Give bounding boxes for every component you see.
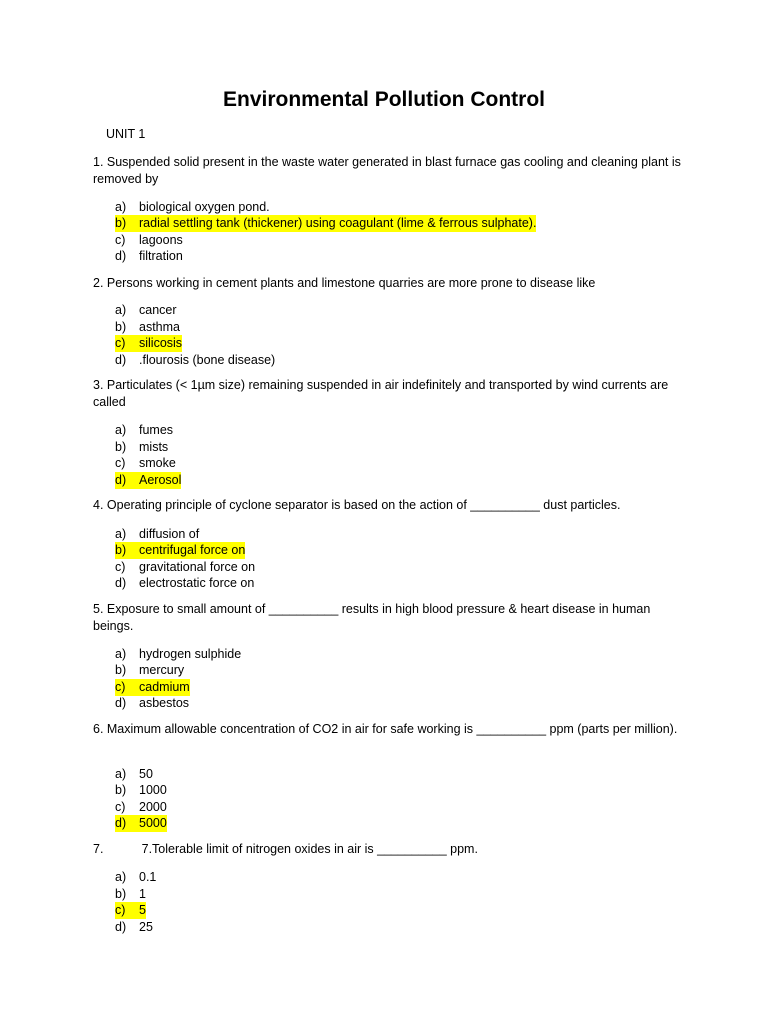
question-7-option-d [115, 919, 153, 936]
option-label: d) [115, 249, 127, 263]
question-6-option-d [115, 815, 167, 832]
option-label: a) [115, 527, 127, 541]
option-label: b) [115, 440, 127, 454]
question-5-option-d [115, 695, 189, 712]
option-label: b) [115, 216, 127, 230]
option-label: b) [115, 887, 127, 901]
question-2-option-a [115, 302, 177, 319]
option-text: 5000 [139, 816, 167, 830]
option-text: cancer [139, 303, 177, 317]
option-text: Aerosol [139, 473, 182, 487]
option-label: a) [115, 303, 127, 317]
question-3-text: 3. Particulates (< 1µm size) remaining suspended in air indefinitely and transported by wind currents are called [93, 378, 669, 409]
option-text: .flourosis (bone disease) [139, 353, 276, 367]
option-label: c) [115, 336, 126, 350]
option-text: gravitational force on [139, 560, 256, 574]
question-6-text: 6. Maximum allowable concentration of CO2 in air for safe working is __________ ppm (parts per million). [93, 722, 678, 736]
option-text: 25 [139, 920, 153, 934]
option-label: d) [115, 696, 127, 710]
option-label: d) [115, 576, 127, 590]
option-label: b) [115, 543, 127, 557]
question-1-option-c [115, 232, 183, 249]
question-2-option-c [115, 335, 182, 352]
option-text: 5 [139, 903, 146, 917]
question-6-option-b [115, 782, 167, 799]
question-1-text: 1. Suspended solid present in the waste water generated in blast furnace gas cooling and cleaning plant is removed by [93, 155, 681, 186]
option-text: biological oxygen pond. [139, 200, 270, 214]
option-label: b) [115, 783, 127, 797]
question-4-option-d [115, 575, 254, 592]
question-4-option-c [115, 559, 255, 576]
question-2-option-b [115, 319, 180, 336]
option-text: smoke [139, 456, 176, 470]
option-text: 2000 [139, 800, 167, 814]
question-5-option-b [115, 662, 184, 679]
question-2-option-d [115, 352, 275, 369]
question-5-option-c [115, 679, 190, 696]
option-label: d) [115, 816, 127, 830]
question-6-option-a [115, 766, 153, 783]
question-5-option-a [115, 646, 241, 663]
option-label: a) [115, 423, 127, 437]
option-label: c) [115, 903, 126, 917]
option-text: asbestos [139, 696, 190, 710]
page-title: Environmental Pollution Control [223, 88, 545, 111]
question-3-option-b [115, 439, 168, 456]
option-label: c) [115, 456, 126, 470]
question-7-text: 7. 7.Tolerable limit of nitrogen oxides in air is __________ ppm. [93, 842, 478, 856]
option-label: d) [115, 920, 127, 934]
question-4-text: 4. Operating principle of cyclone separator is based on the action of __________ dust particles. [93, 498, 621, 512]
option-label: b) [115, 663, 127, 677]
option-label: a) [115, 200, 127, 214]
option-label: d) [115, 353, 127, 367]
option-text: 1 [139, 887, 146, 901]
question-4-option-b [115, 542, 245, 559]
option-text: mercury [139, 663, 185, 677]
question-4-option-a [115, 526, 199, 543]
option-text: silicosis [139, 336, 183, 350]
question-7-option-c [115, 902, 146, 919]
option-text: fumes [139, 423, 174, 437]
question-7-option-a [115, 869, 156, 886]
option-text: hydrogen sulphide [139, 647, 242, 661]
option-label: a) [115, 647, 127, 661]
option-text: centrifugal force on [139, 543, 246, 557]
option-label: c) [115, 800, 126, 814]
option-label: a) [115, 870, 127, 884]
option-text: radial settling tank (thickener) using coagulant (lime & ferrous sulphate). [139, 216, 537, 230]
question-7-option-b [115, 886, 146, 903]
option-text: 1000 [139, 783, 167, 797]
option-label: c) [115, 233, 126, 247]
question-5-text: 5. Exposure to small amount of __________ results in high blood pressure & heart disease in human beings. [93, 602, 651, 633]
question-2-text: 2. Persons working in cement plants and limestone quarries are more prone to disease like [93, 276, 596, 290]
option-text: lagoons [139, 233, 183, 247]
option-text: mists [139, 440, 169, 454]
option-text: diffusion of [139, 527, 200, 541]
question-3-option-d [115, 472, 181, 489]
option-text: filtration [139, 249, 183, 263]
question-1-option-b [115, 215, 536, 232]
question-3-option-c [115, 455, 176, 472]
option-text: electrostatic force on [139, 576, 255, 590]
option-text: 50 [139, 767, 153, 781]
question-1-option-d [115, 248, 183, 265]
question-6-option-c [115, 799, 167, 816]
question-3-option-a [115, 422, 173, 439]
option-text: asthma [139, 320, 180, 334]
option-label: d) [115, 473, 127, 487]
option-label: b) [115, 320, 127, 334]
option-label: c) [115, 560, 126, 574]
unit-heading: UNIT 1 [106, 127, 146, 141]
option-text: cadmium [139, 680, 190, 694]
option-text: 0.1 [139, 870, 157, 884]
option-label: c) [115, 680, 126, 694]
option-label: a) [115, 767, 127, 781]
question-1-option-a [115, 199, 270, 216]
